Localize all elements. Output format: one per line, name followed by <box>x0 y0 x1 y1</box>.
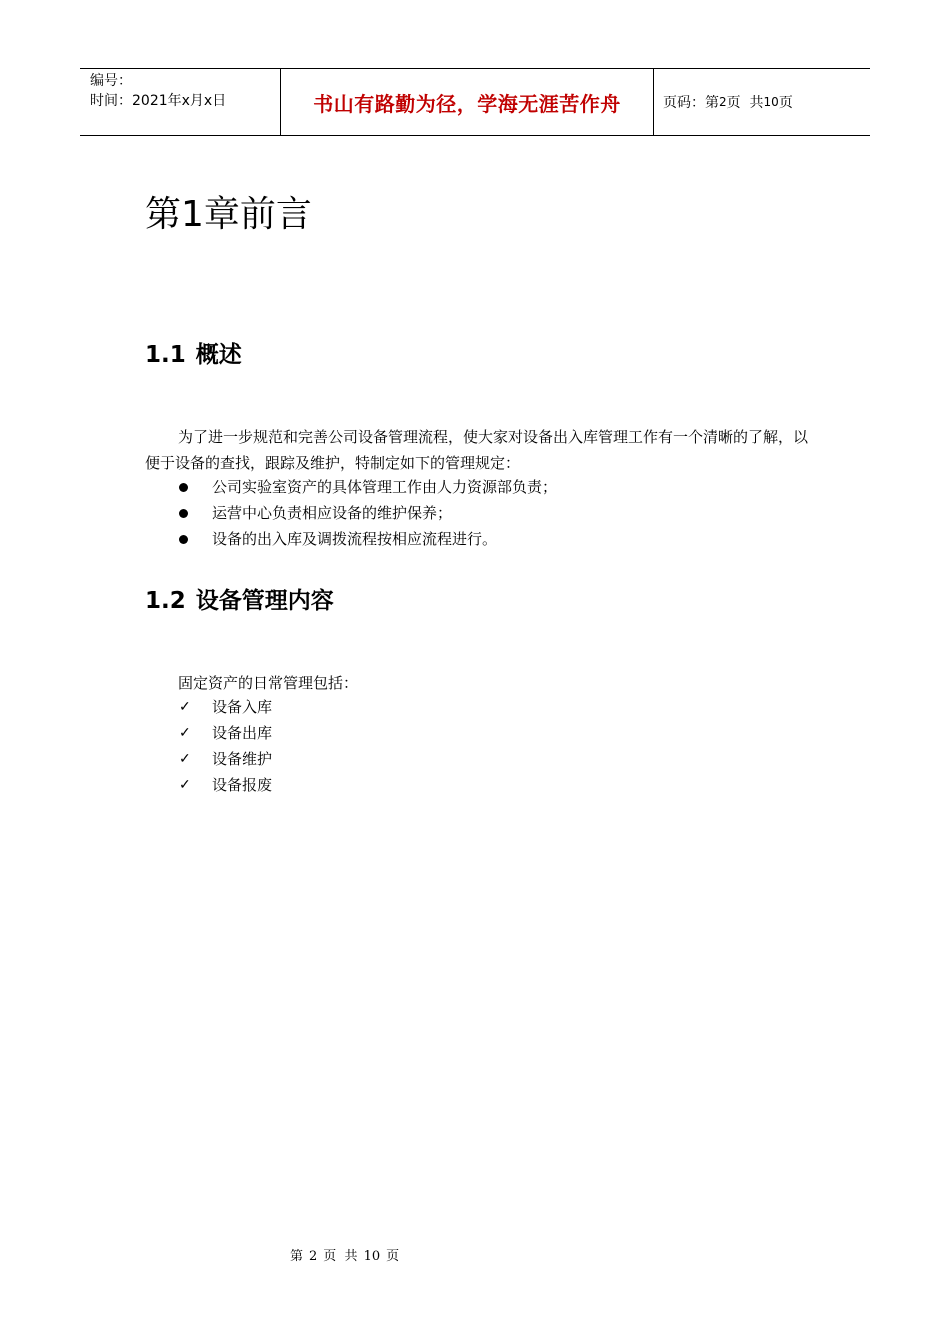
list-item-text: 设备的出入库及调拨流程按相应流程进行。 <box>212 530 498 548</box>
header-motto-cell <box>281 69 654 135</box>
checkmark-icon: ✓ <box>179 699 191 715</box>
chapter-title: 第1章前言 <box>145 194 312 235</box>
section-number: 1.1 <box>145 342 186 368</box>
header-page-end: 页 <box>778 95 793 111</box>
bullet-dot-icon <box>145 535 212 544</box>
section-heading-1 <box>145 340 242 370</box>
checkmark-icon: ✓ <box>179 751 191 767</box>
header-page-mid: 页 共 <box>726 95 764 111</box>
section-title-text: 概述 <box>195 342 242 368</box>
list-item <box>145 500 557 526</box>
section-number: 1.2 <box>145 588 186 614</box>
page-footer <box>0 1245 950 1264</box>
list-item-text: 设备出库 <box>212 724 273 742</box>
list-item <box>145 694 272 720</box>
header-time-label: 时间： <box>90 93 132 109</box>
list-item <box>145 720 272 746</box>
footer-suffix: 页 <box>386 1249 400 1264</box>
header-meta-cell <box>80 69 281 135</box>
footer-mid: 页 共 <box>323 1249 358 1264</box>
list-item <box>145 474 557 500</box>
header-page-cell <box>654 69 870 135</box>
list-item-text: 运营中心负责相应设备的维护保养； <box>212 504 453 522</box>
footer-total-pages: 10 <box>363 1249 381 1264</box>
section1-bullet-list <box>145 474 557 552</box>
footer-prefix: 第 <box>290 1249 304 1264</box>
page-header <box>80 68 870 136</box>
header-time-value: 2021年x月x日 <box>132 93 227 109</box>
header-time-line <box>90 91 280 111</box>
header-number-label: 编号： <box>90 73 132 89</box>
list-item-text: 公司实验室资产的具体管理工作由人力资源部负责； <box>212 478 558 496</box>
list-item-text: 设备维护 <box>212 750 273 768</box>
list-item-text: 设备入库 <box>212 698 273 716</box>
list-item <box>145 772 272 798</box>
header-page-current: 2 <box>719 95 727 109</box>
section2-check-list <box>145 694 272 798</box>
footer-current-page: 2 <box>309 1249 318 1264</box>
bullet-dot-icon <box>145 509 212 518</box>
list-item <box>145 526 557 552</box>
checkmark-icon: ✓ <box>179 777 191 793</box>
section2-intro: 固定资产的日常管理包括： <box>178 674 359 692</box>
section-title-text: 设备管理内容 <box>195 588 334 614</box>
bullet-dot-icon <box>145 483 212 492</box>
section1-paragraph: 为了进一步规范和完善公司设备管理流程，使大家对设备出入库管理工作有一个清晰的了解，以便于设备的查找，跟踪及维护，特制定如下的管理规定： <box>145 428 809 472</box>
checkmark-icon: ✓ <box>179 725 191 741</box>
list-item <box>145 746 272 772</box>
header-page-label: 页码：第 <box>663 95 719 111</box>
section-heading-2 <box>145 586 334 616</box>
list-item-text: 设备报废 <box>212 776 273 794</box>
header-motto: 书山有路勤为径，学海无涯苦作舟 <box>313 91 621 116</box>
header-page-total: 10 <box>763 95 779 109</box>
